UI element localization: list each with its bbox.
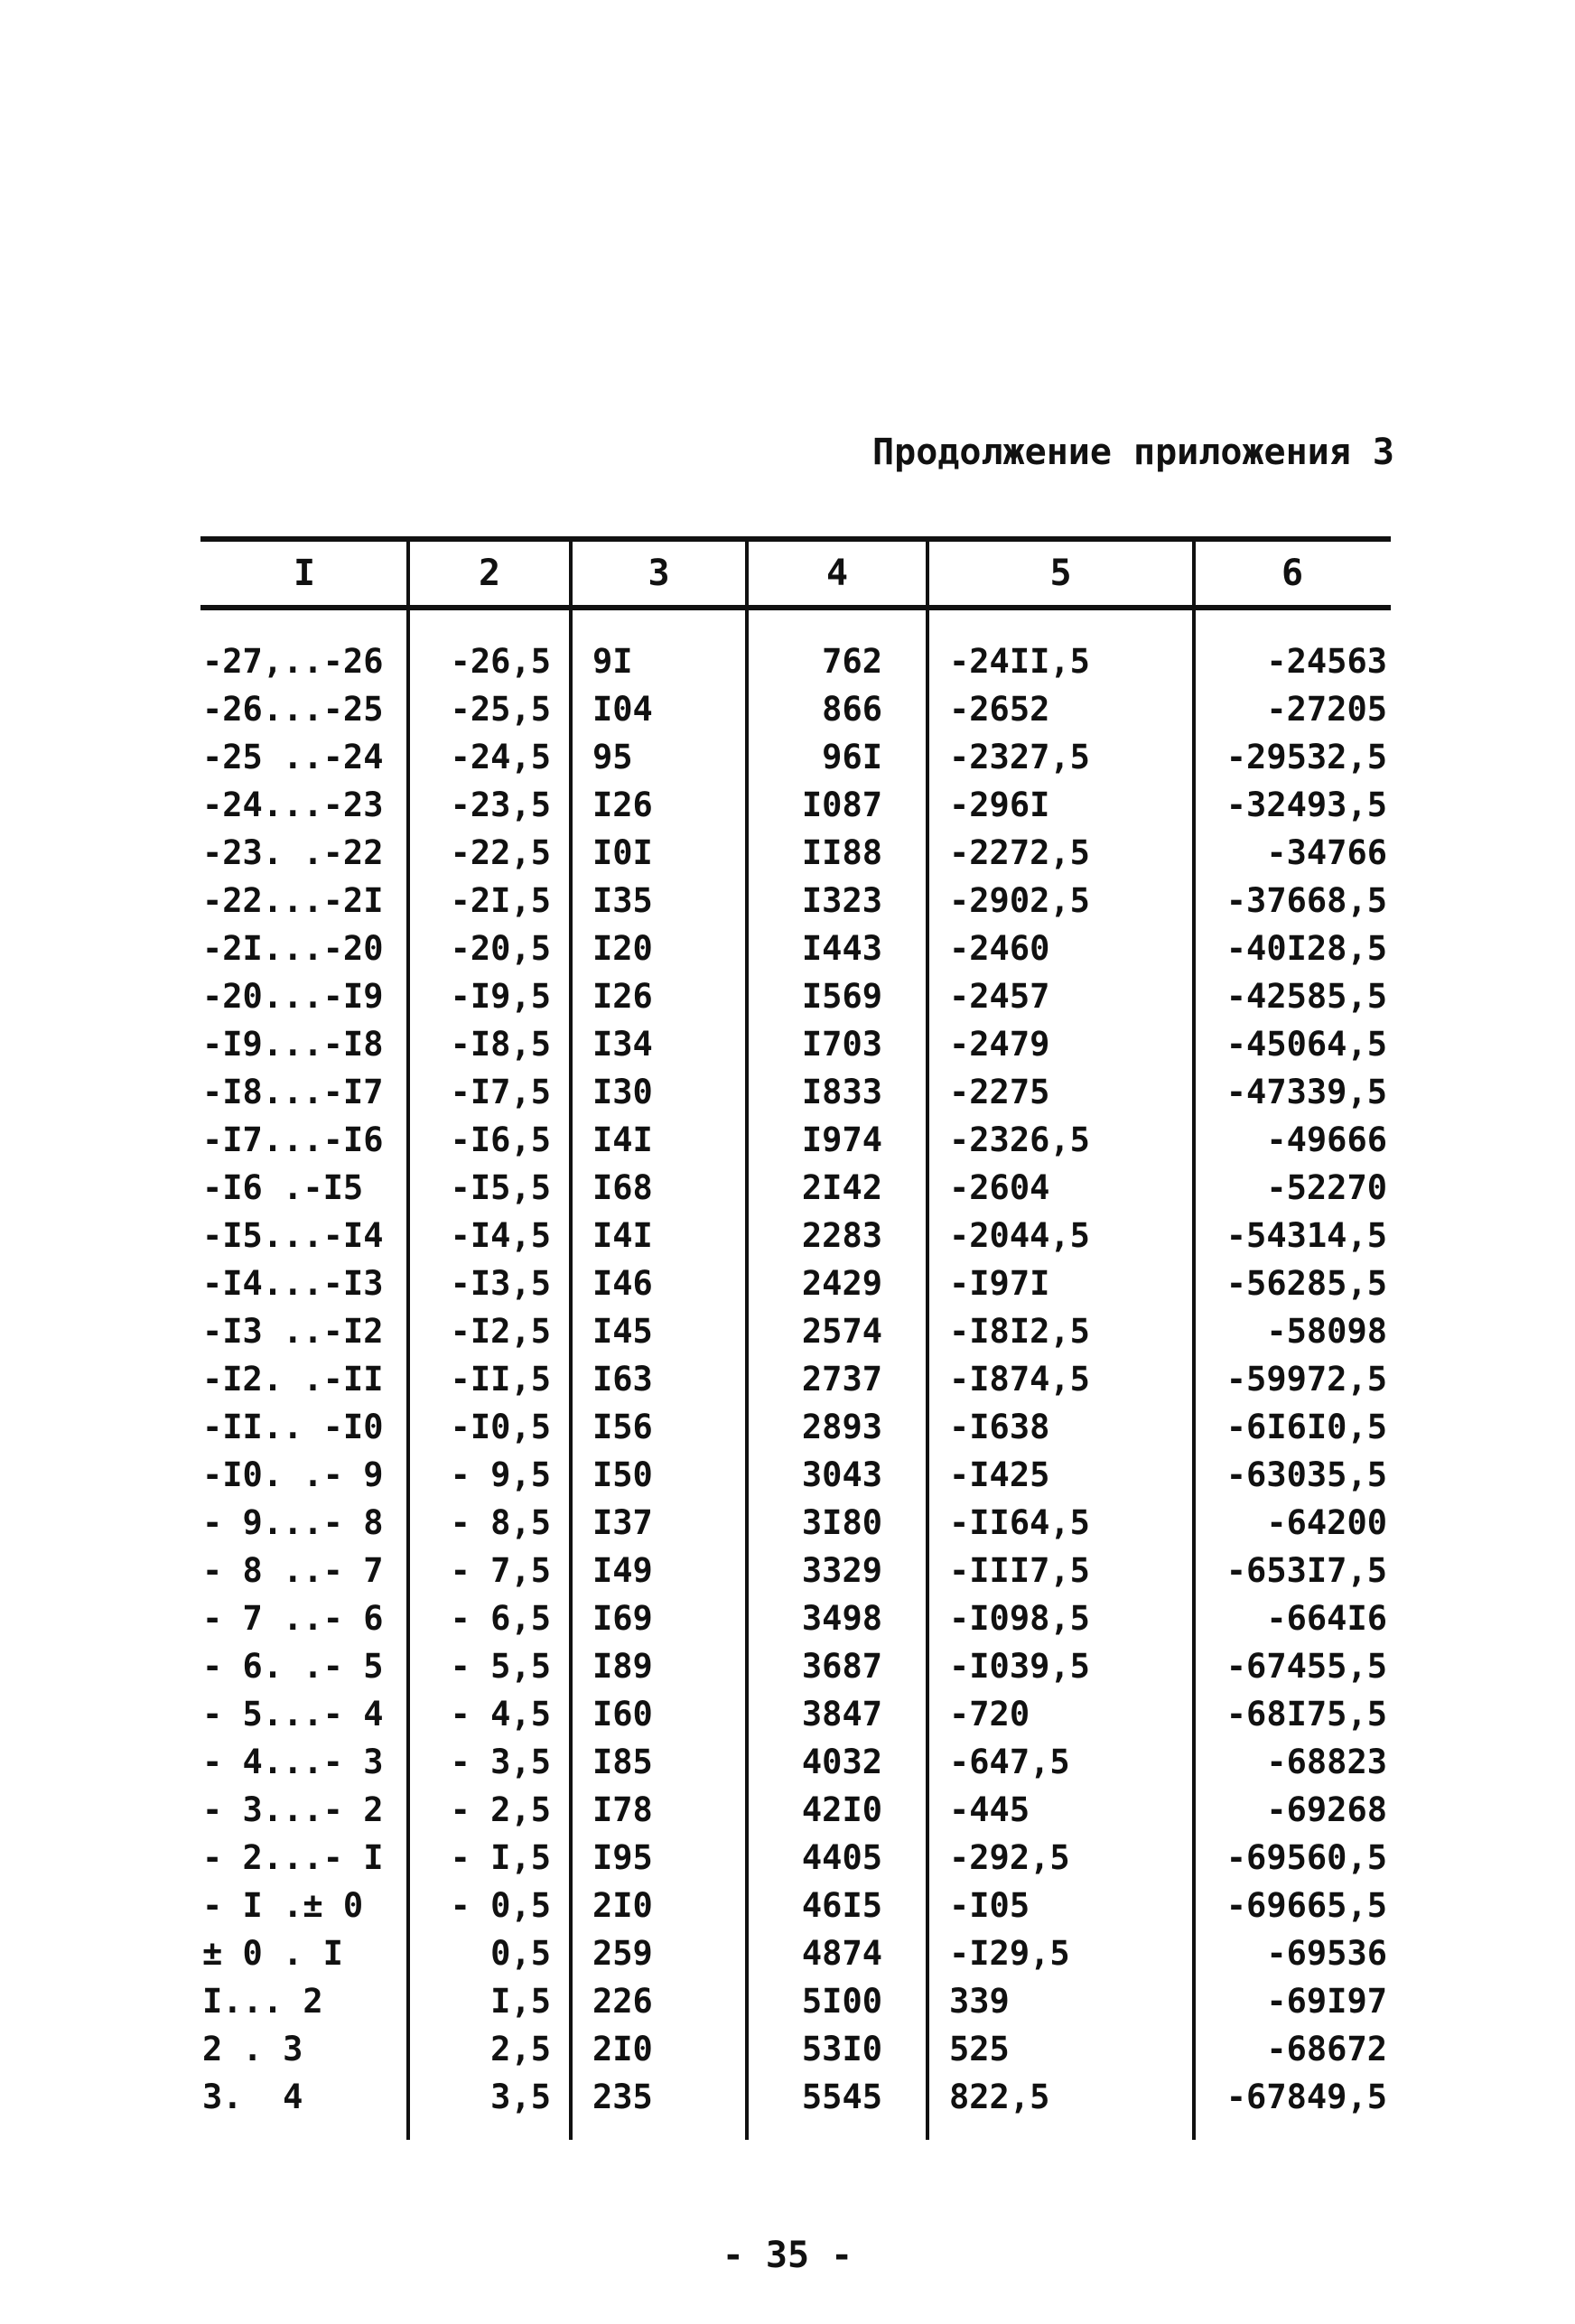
table-cell-col-2: - 4,5 [450,1695,551,1734]
table-cell-col-4: 96I [822,738,882,776]
table-cell-col-2: -26,5 [450,642,551,681]
table-cell-col-1: -20...-I9 [202,977,384,1016]
column-header-1: I [293,553,316,594]
table-cell-col-2: -I0,5 [450,1408,551,1446]
table-cell-col-5: -2457 [949,977,1050,1016]
table-cell-col-4: 3043 [801,1455,882,1494]
table-cell-col-1: -I7...-I6 [202,1120,384,1159]
table-cell-col-2: -I3,5 [450,1264,551,1303]
table-cell-col-3: 9I [592,642,633,681]
table-cell-col-2: -2I,5 [450,881,551,920]
table-cell-col-3: I56 [592,1408,653,1446]
table-cell-col-5: -2604 [949,1168,1050,1207]
table-cell-col-4: 2737 [801,1360,882,1399]
table-cell-col-2: -II,5 [450,1360,551,1399]
table-cell-col-3: I45 [592,1312,653,1351]
table-cell-col-1: -II.. -I0 [202,1408,384,1446]
table-cell-col-3: I60 [592,1695,653,1734]
table-row [200,972,1391,1020]
table-cell-col-3: I26 [592,977,653,1016]
table-cell-col-6: -27205 [1266,690,1387,729]
table-cell-col-1: ± 0 . I [202,1934,343,1973]
table-cell-col-1: 3. 4 [202,2078,303,2116]
column-header-4: 4 [825,553,849,594]
table-cell-col-6: -58098 [1266,1312,1387,1351]
table-cell-col-1: -23. .-22 [202,833,384,872]
table-cell-col-6: -67849,5 [1226,2078,1387,2116]
table-cell-col-4: 3687 [801,1647,882,1686]
table-cell-col-4: I569 [801,977,882,1016]
table-cell-col-4: I087 [801,786,882,824]
table-row [200,1690,1391,1738]
table-row [200,1307,1391,1355]
table-cell-col-3: I34 [592,1025,653,1064]
table-cell-col-4: 3I80 [801,1503,882,1542]
table-cell-col-3: 259 [592,1934,653,1973]
table-cell-col-6: -67455,5 [1226,1647,1387,1686]
table-cell-col-6: -63035,5 [1226,1455,1387,1494]
table-row [200,1786,1391,1834]
table-cell-col-5: -I425 [949,1455,1050,1494]
table-cell-col-3: I68 [592,1168,653,1207]
table-cell-col-4: 2429 [801,1264,882,1303]
table-cell-col-2: -I5,5 [450,1168,551,1207]
table-cell-col-2: - 9,5 [450,1455,551,1494]
table-cell-col-5: -I29,5 [949,1934,1070,1973]
table-cell-col-1: - 6. .- 5 [202,1647,384,1686]
table-cell-col-3: 2I0 [592,2030,653,2068]
table-cell-col-5: -720 [949,1695,1030,1734]
table-cell-col-6: -64200 [1266,1503,1387,1542]
table-row [200,1020,1391,1068]
table-cell-col-6: -59972,5 [1226,1360,1387,1399]
table-cell-col-4: 53I0 [801,2030,882,2068]
table-cell-col-6: -69560,5 [1226,1838,1387,1877]
table-cell-col-1: -I0. .- 9 [202,1455,384,1494]
table-cell-col-6: -47339,5 [1226,1073,1387,1111]
table-cell-col-2: - 0,5 [450,1886,551,1925]
table-cell-col-2: - 2,5 [450,1790,551,1829]
table-cell-col-6: -68823 [1266,1743,1387,1781]
table-row [200,1260,1391,1307]
table-cell-col-3: I30 [592,1073,653,1111]
table-cell-col-3: I63 [592,1360,653,1399]
table-row [200,685,1391,733]
table-cell-col-6: -49666 [1266,1120,1387,1159]
table-cell-col-4: 46I5 [801,1886,882,1925]
table-row [200,2073,1391,2121]
column-header-5: 5 [1049,553,1072,594]
table-cell-col-6: -69268 [1266,1790,1387,1829]
table-cell-col-6: -34766 [1266,833,1387,872]
table-cell-col-6: -52270 [1266,1168,1387,1207]
table-cell-col-4: 3498 [801,1599,882,1638]
table-cell-col-2: -25,5 [450,690,551,729]
table-cell-col-1: - 2...- I [202,1838,384,1877]
table-cell-col-4: 2283 [801,1216,882,1255]
table-cell-col-2: -23,5 [450,786,551,824]
table-cell-col-4: 4405 [801,1838,882,1877]
table-cell-col-5: -2044,5 [949,1216,1090,1255]
table-cell-col-5: -292,5 [949,1838,1070,1877]
table-cell-col-3: I85 [592,1743,653,1781]
table-cell-col-1: I... 2 [202,1982,323,2021]
table-cell-col-2: 0,5 [490,1934,551,1973]
table-cell-col-6: -653I7,5 [1226,1551,1387,1590]
table-row [200,1882,1391,1929]
table-cell-col-2: - 5,5 [450,1647,551,1686]
table-cell-col-1: -27,..-26 [202,642,384,681]
column-header-6: 6 [1281,553,1304,594]
table-cell-col-3: I78 [592,1790,653,1829]
table-cell-col-5: -445 [949,1790,1030,1829]
table-cell-col-3: I37 [592,1503,653,1542]
table-row [200,829,1391,877]
table-cell-col-5: -296I [949,786,1050,824]
table-cell-col-6: -45064,5 [1226,1025,1387,1064]
column-header-2: 2 [478,553,501,594]
table-cell-col-2: -I4,5 [450,1216,551,1255]
table-cell-col-6: -69I97 [1266,1982,1387,2021]
table-cell-col-4: I703 [801,1025,882,1064]
table-cell-col-4: II88 [801,833,882,872]
table-row [200,2025,1391,2073]
table-row [200,1929,1391,1977]
table-row [200,1212,1391,1260]
table-cell-col-3: I4I [592,1216,653,1255]
table-cell-col-3: I89 [592,1647,653,1686]
table-cell-col-5: -24II,5 [949,642,1090,681]
table-cell-col-5: -I098,5 [949,1599,1090,1638]
table-cell-col-6: -24563 [1266,642,1387,681]
table-cell-col-3: I69 [592,1599,653,1638]
table-cell-col-5: -II64,5 [949,1503,1090,1542]
table-cell-col-4: 3847 [801,1695,882,1734]
table-row [200,1116,1391,1164]
table-cell-col-1: - 9...- 8 [202,1503,384,1542]
table-row [200,1547,1391,1594]
table-cell-col-2: -I8,5 [450,1025,551,1064]
table-cell-col-3: I26 [592,786,653,824]
table-cell-col-2: -I9,5 [450,977,551,1016]
table-cell-col-5: -2326,5 [949,1120,1090,1159]
table-row [200,781,1391,829]
table-cell-col-2: - 7,5 [450,1551,551,1590]
table-cell-col-5: -2275 [949,1073,1050,1111]
table-cell-col-4: I443 [801,929,882,968]
table-cell-col-5: -I638 [949,1408,1050,1446]
table-cell-col-1: - I .± 0 [202,1886,364,1925]
table-cell-col-1: 2 . 3 [202,2030,303,2068]
table-cell-col-6: -42585,5 [1226,977,1387,1016]
table-cell-col-6: -32493,5 [1226,786,1387,824]
table-cell-col-4: 5I00 [801,1982,882,2021]
table-row [200,1594,1391,1642]
table-row [200,925,1391,972]
table-cell-col-4: 866 [822,690,882,729]
table-cell-col-5: -I039,5 [949,1647,1090,1686]
table-cell-col-5: -2902,5 [949,881,1090,920]
table-cell-col-1: -I4...-I3 [202,1264,384,1303]
table-cell-col-5: 339 [949,1982,1010,2021]
table-cell-col-1: -I2. .-II [202,1360,384,1399]
table-cell-col-4: I974 [801,1120,882,1159]
table-row [200,1977,1391,2025]
table-body [200,637,1391,2121]
table-cell-col-2: - 8,5 [450,1503,551,1542]
table-row [200,1738,1391,1786]
column-header-3: 3 [648,553,670,594]
table-cell-col-5: -2652 [949,690,1050,729]
table-cell-col-4: 42I0 [801,1790,882,1829]
table-cell-col-4: I323 [801,881,882,920]
table-cell-col-1: - 5...- 4 [202,1695,384,1734]
table-cell-col-6: -664I6 [1266,1599,1387,1638]
table-cell-col-4: 2574 [801,1312,882,1351]
table-cell-col-1: -I8...-I7 [202,1073,384,1111]
table-row [200,733,1391,781]
table-cell-col-4: 4874 [801,1934,882,1973]
table-cell-col-2: -24,5 [450,738,551,776]
table-header-rule [200,605,1391,610]
table-cell-col-2: 3,5 [490,2078,551,2116]
table-row [200,1451,1391,1499]
table-cell-col-4: 762 [822,642,882,681]
table-cell-col-2: -I7,5 [450,1073,551,1111]
table-cell-col-2: -I6,5 [450,1120,551,1159]
table-cell-col-3: I04 [592,690,653,729]
table-cell-col-3: I20 [592,929,653,968]
table-cell-col-3: I4I [592,1120,653,1159]
table-cell-col-5: -647,5 [949,1743,1070,1781]
table-cell-col-5: -I8I2,5 [949,1312,1090,1351]
table-cell-col-1: -22...-2I [202,881,384,920]
table-cell-col-6: -54314,5 [1226,1216,1387,1255]
table-cell-col-3: 95 [592,738,633,776]
table-cell-col-6: -69536 [1266,1934,1387,1973]
table-cell-col-4: 2893 [801,1408,882,1446]
table-cell-col-2: -I2,5 [450,1312,551,1351]
table-cell-col-1: -I3 ..-I2 [202,1312,384,1351]
table-row [200,1164,1391,1212]
table-cell-col-1: -I6 .-I5 [202,1168,364,1207]
table-cell-col-4: 2I42 [801,1168,882,1207]
table-cell-col-6: -6I6I0,5 [1226,1408,1387,1446]
table-cell-col-5: 525 [949,2030,1010,2068]
table-cell-col-6: -29532,5 [1226,738,1387,776]
table-row [200,1834,1391,1882]
table-row [200,637,1391,685]
table-cell-col-1: - 8 ..- 7 [202,1551,384,1590]
table-cell-col-3: I50 [592,1455,653,1494]
table-cell-col-1: -24...-23 [202,786,384,824]
table-cell-col-6: -69665,5 [1226,1886,1387,1925]
table-cell-col-5: -I05 [949,1886,1030,1925]
table-cell-col-1: - 3...- 2 [202,1790,384,1829]
table-row [200,1499,1391,1547]
table-cell-col-5: -I97I [949,1264,1050,1303]
table-header-row [200,542,1391,605]
table-cell-col-2: I,5 [490,1982,551,2021]
table-cell-col-1: -25 ..-24 [202,738,384,776]
table-cell-col-3: 235 [592,2078,653,2116]
table-cell-col-2: -20,5 [450,929,551,968]
table-cell-col-4: 4032 [801,1743,882,1781]
table-cell-col-6: -56285,5 [1226,1264,1387,1303]
table-cell-col-3: 2I0 [592,1886,653,1925]
table-cell-col-3: 226 [592,1982,653,2021]
table-row [200,1068,1391,1116]
table-cell-col-5: -I874,5 [949,1360,1090,1399]
table-cell-col-5: -2327,5 [949,738,1090,776]
table-cell-col-2: - 6,5 [450,1599,551,1638]
table-cell-col-4: 5545 [801,2078,882,2116]
table-cell-col-3: I95 [592,1838,653,1877]
table-row [200,1403,1391,1451]
table-cell-col-1: -I9...-I8 [202,1025,384,1064]
table-cell-col-3: I46 [592,1264,653,1303]
table-cell-col-4: 3329 [801,1551,882,1590]
table-caption: Продолжение приложения 3 [872,432,1394,473]
table-cell-col-5: 822,5 [949,2078,1050,2116]
table-cell-col-1: - 7 ..- 6 [202,1599,384,1638]
table-cell-col-5: -2479 [949,1025,1050,1064]
table-cell-col-5: -III7,5 [949,1551,1090,1590]
page-number: - 35 - [722,2235,853,2276]
table-cell-col-1: -I5...-I4 [202,1216,384,1255]
table-cell-col-2: 2,5 [490,2030,551,2068]
table-cell-col-1: - 4...- 3 [202,1743,384,1781]
table-row [200,1642,1391,1690]
table-cell-col-3: I49 [592,1551,653,1590]
table-cell-col-2: - I,5 [450,1838,551,1877]
table-cell-col-5: -2460 [949,929,1050,968]
table-cell-col-6: -68I75,5 [1226,1695,1387,1734]
table-cell-col-2: - 3,5 [450,1743,551,1781]
table-cell-col-5: -2272,5 [949,833,1090,872]
table-row [200,877,1391,925]
table-cell-col-6: -68672 [1266,2030,1387,2068]
table-cell-col-3: I35 [592,881,653,920]
table-cell-col-1: -26...-25 [202,690,384,729]
table-cell-col-6: -37668,5 [1226,881,1387,920]
table-cell-col-4: I833 [801,1073,882,1111]
table-cell-col-1: -2I...-20 [202,929,384,968]
table-row [200,1355,1391,1403]
table-cell-col-6: -40I28,5 [1226,929,1387,968]
table-cell-col-3: I0I [592,833,653,872]
table-cell-col-2: -22,5 [450,833,551,872]
